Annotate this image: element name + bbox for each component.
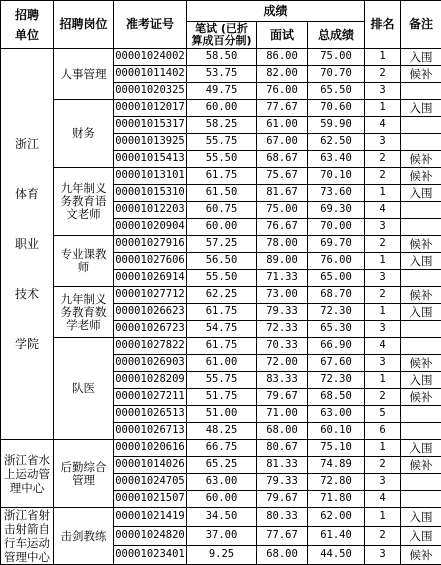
interview-score-cell: 70.33 <box>257 338 308 355</box>
note-cell <box>401 134 441 151</box>
written-score-cell: 61.50 <box>187 185 257 202</box>
col-header-interview: 面试 <box>257 22 308 49</box>
rank-cell: 1 <box>365 100 401 117</box>
note-cell: 入围 <box>401 49 441 66</box>
exam-no-cell: 00001014026 <box>114 457 187 474</box>
exam-no-cell: 00001026513 <box>114 406 187 423</box>
exam-no-cell: 00001020325 <box>114 83 187 100</box>
total-score-cell: 69.70 <box>308 236 365 253</box>
exam-no-cell: 00001023401 <box>114 546 187 565</box>
interview-score-cell: 75.67 <box>257 168 308 185</box>
exam-no-cell: 00001028209 <box>114 372 187 389</box>
written-score-cell: 55.75 <box>187 134 257 151</box>
exam-no-cell: 00001012203 <box>114 202 187 219</box>
unit-cell: 浙江 体育 职业 技术 学院 <box>1 49 54 440</box>
written-score-cell: 61.00 <box>187 355 257 372</box>
written-score-cell: 9.25 <box>187 546 257 565</box>
rank-cell: 3 <box>365 134 401 151</box>
interview-score-cell: 68.00 <box>257 423 308 440</box>
written-score-cell: 60.75 <box>187 202 257 219</box>
post-cell: 队医 <box>54 338 114 440</box>
interview-score-cell: 61.00 <box>257 117 308 134</box>
total-score-cell: 72.30 <box>308 372 365 389</box>
note-cell <box>401 117 441 134</box>
written-score-cell: 63.00 <box>187 474 257 491</box>
rank-cell: 2 <box>365 287 401 304</box>
written-score-cell: 66.75 <box>187 440 257 457</box>
exam-no-cell: 00001020904 <box>114 219 187 236</box>
written-score-cell: 53.75 <box>187 66 257 83</box>
exam-no-cell: 00001027606 <box>114 253 187 270</box>
written-score-cell: 60.00 <box>187 100 257 117</box>
written-score-cell: 60.00 <box>187 491 257 508</box>
col-header-written: 笔试 (已折 算成百分制) <box>187 22 257 49</box>
total-score-cell: 63.00 <box>308 406 365 423</box>
note-cell: 候补 <box>401 355 441 372</box>
rank-cell: 2 <box>365 236 401 253</box>
total-score-cell: 68.70 <box>308 287 365 304</box>
interview-score-cell: 67.00 <box>257 134 308 151</box>
written-score-cell: 48.25 <box>187 423 257 440</box>
col-header-post: 招聘岗位 <box>54 1 114 49</box>
note-cell: 候补 <box>401 287 441 304</box>
total-score-cell: 65.00 <box>308 270 365 287</box>
table-body <box>1 49 441 565</box>
note-cell <box>401 423 441 440</box>
note-cell <box>401 202 441 219</box>
rank-cell: 3 <box>365 546 401 565</box>
rank-cell: 1 <box>365 185 401 202</box>
interview-score-cell: 81.67 <box>257 185 308 202</box>
table-row <box>1 100 441 117</box>
interview-score-cell: 82.00 <box>257 66 308 83</box>
rank-cell: 3 <box>365 474 401 491</box>
total-score-cell: 66.90 <box>308 338 365 355</box>
post-cell: 财务 <box>54 100 114 168</box>
rank-cell: 4 <box>365 202 401 219</box>
total-score-cell: 72.80 <box>308 474 365 491</box>
total-score-cell: 71.80 <box>308 491 365 508</box>
exam-no-cell: 00001015317 <box>114 117 187 134</box>
exam-no-cell: 00001024705 <box>114 474 187 491</box>
total-score-cell: 75.00 <box>308 49 365 66</box>
written-score-cell: 61.75 <box>187 338 257 355</box>
interview-score-cell: 73.00 <box>257 287 308 304</box>
col-header-exam-no: 准考证号 <box>114 1 187 49</box>
rank-cell: 1 <box>365 304 401 321</box>
exam-no-cell: 00001026623 <box>114 304 187 321</box>
rank-cell: 6 <box>365 423 401 440</box>
rank-cell: 1 <box>365 253 401 270</box>
interview-score-cell: 81.33 <box>257 457 308 474</box>
total-score-cell: 61.40 <box>308 527 365 546</box>
exam-no-cell: 00001021507 <box>114 491 187 508</box>
note-cell <box>401 270 441 287</box>
interview-score-cell: 78.00 <box>257 236 308 253</box>
col-header-note: 备注 <box>401 1 441 49</box>
unit-cell: 浙江省水 上运动管 理中心 <box>1 440 54 508</box>
interview-score-cell: 71.00 <box>257 406 308 423</box>
interview-score-cell: 77.67 <box>257 527 308 546</box>
col-header-unit: 招聘 单位 <box>1 1 54 49</box>
rank-cell: 4 <box>365 338 401 355</box>
exam-no-cell: 00001024820 <box>114 527 187 546</box>
rank-cell: 1 <box>365 508 401 527</box>
exam-no-cell: 00001027916 <box>114 236 187 253</box>
written-score-cell: 49.75 <box>187 83 257 100</box>
total-score-cell: 70.00 <box>308 219 365 236</box>
rank-cell: 2 <box>365 389 401 406</box>
note-cell: 入围 <box>401 304 441 321</box>
post-cell: 九年制义 务教育语 文老师 <box>54 168 114 236</box>
rank-cell: 3 <box>365 219 401 236</box>
interview-score-cell: 79.33 <box>257 304 308 321</box>
written-score-cell: 37.00 <box>187 527 257 546</box>
exam-no-cell: 00001011402 <box>114 66 187 83</box>
total-score-cell: 74.89 <box>308 457 365 474</box>
table-row <box>1 168 441 185</box>
exam-no-cell: 00001026914 <box>114 270 187 287</box>
interview-score-cell: 80.33 <box>257 508 308 527</box>
note-cell <box>401 474 441 491</box>
exam-no-cell: 00001027822 <box>114 338 187 355</box>
note-cell: 候补 <box>401 389 441 406</box>
written-score-cell: 55.75 <box>187 372 257 389</box>
written-score-cell: 60.00 <box>187 219 257 236</box>
written-score-cell: 51.00 <box>187 406 257 423</box>
written-score-cell: 57.25 <box>187 236 257 253</box>
interview-score-cell: 86.00 <box>257 49 308 66</box>
written-score-cell: 55.50 <box>187 270 257 287</box>
written-score-cell: 61.75 <box>187 304 257 321</box>
rank-cell: 4 <box>365 491 401 508</box>
exam-no-cell: 00001026903 <box>114 355 187 372</box>
total-score-cell: 70.70 <box>308 66 365 83</box>
total-score-cell: 70.60 <box>308 100 365 117</box>
total-score-cell: 65.50 <box>308 83 365 100</box>
rank-cell: 5 <box>365 406 401 423</box>
interview-score-cell: 76.67 <box>257 219 308 236</box>
col-header-rank: 排名 <box>365 1 401 49</box>
rank-cell: 3 <box>365 321 401 338</box>
exam-no-cell: 00001026723 <box>114 321 187 338</box>
rank-cell: 1 <box>365 440 401 457</box>
rank-cell: 1 <box>365 49 401 66</box>
total-score-cell: 75.10 <box>308 440 365 457</box>
written-score-cell: 55.50 <box>187 151 257 168</box>
note-cell <box>401 83 441 100</box>
note-cell <box>401 406 441 423</box>
interview-score-cell: 68.00 <box>257 546 308 565</box>
written-score-cell: 51.75 <box>187 389 257 406</box>
written-score-cell: 58.25 <box>187 117 257 134</box>
total-score-cell: 62.50 <box>308 134 365 151</box>
exam-no-cell: 00001013101 <box>114 168 187 185</box>
note-cell: 候补 <box>401 151 441 168</box>
rank-cell: 3 <box>365 83 401 100</box>
rank-cell: 2 <box>365 168 401 185</box>
rank-cell: 2 <box>365 151 401 168</box>
rank-cell: 4 <box>365 117 401 134</box>
exam-no-cell: 00001027211 <box>114 389 187 406</box>
interview-score-cell: 79.67 <box>257 389 308 406</box>
note-cell: 候补 <box>401 457 441 474</box>
rank-cell: 2 <box>365 457 401 474</box>
interview-score-cell: 68.67 <box>257 151 308 168</box>
exam-no-cell: 00001026713 <box>114 423 187 440</box>
note-cell: 候补 <box>401 168 441 185</box>
post-cell: 人事管理 <box>54 49 114 100</box>
rank-cell: 1 <box>365 372 401 389</box>
note-cell <box>401 219 441 236</box>
note-cell: 入围 <box>401 185 441 202</box>
interview-score-cell: 76.00 <box>257 83 308 100</box>
note-cell: 入围 <box>401 253 441 270</box>
interview-score-cell: 79.33 <box>257 474 308 491</box>
interview-score-cell: 77.67 <box>257 100 308 117</box>
rank-cell: 2 <box>365 66 401 83</box>
total-score-cell: 68.50 <box>308 389 365 406</box>
rank-cell: 2 <box>365 527 401 546</box>
exam-no-cell: 00001013925 <box>114 134 187 151</box>
interview-score-cell: 72.00 <box>257 355 308 372</box>
note-cell: 入围 <box>401 372 441 389</box>
table-row <box>1 338 441 355</box>
total-score-cell: 70.10 <box>308 168 365 185</box>
written-score-cell: 54.75 <box>187 321 257 338</box>
exam-no-cell: 00001024002 <box>114 49 187 66</box>
note-cell: 入围 <box>401 100 441 117</box>
exam-no-cell: 00001021419 <box>114 508 187 527</box>
table-row <box>1 287 441 304</box>
post-cell: 九年制义 务教育数 学老师 <box>54 287 114 338</box>
note-cell <box>401 321 441 338</box>
total-score-cell: 73.60 <box>308 185 365 202</box>
exam-no-cell: 00001012017 <box>114 100 187 117</box>
total-score-cell: 76.00 <box>308 253 365 270</box>
written-score-cell: 61.75 <box>187 168 257 185</box>
interview-score-cell: 83.33 <box>257 372 308 389</box>
exam-no-cell: 00001020616 <box>114 440 187 457</box>
table-row <box>1 508 441 527</box>
total-score-cell: 44.50 <box>308 546 365 565</box>
written-score-cell: 56.50 <box>187 253 257 270</box>
total-score-cell: 67.60 <box>308 355 365 372</box>
exam-no-cell: 00001027712 <box>114 287 187 304</box>
total-score-cell: 62.00 <box>308 508 365 527</box>
note-cell: 候补 <box>401 66 441 83</box>
interview-score-cell: 80.67 <box>257 440 308 457</box>
exam-no-cell: 00001015310 <box>114 185 187 202</box>
total-score-cell: 72.30 <box>308 304 365 321</box>
note-cell: 候补 <box>401 546 441 565</box>
interview-score-cell: 75.00 <box>257 202 308 219</box>
interview-score-cell: 71.33 <box>257 270 308 287</box>
written-score-cell: 34.50 <box>187 508 257 527</box>
note-cell: 入围 <box>401 527 441 546</box>
post-cell: 专业课教 师 <box>54 236 114 287</box>
note-cell <box>401 491 441 508</box>
col-header-total: 总成绩 <box>308 22 365 49</box>
written-score-cell: 62.25 <box>187 287 257 304</box>
post-cell: 击剑教练 <box>54 508 114 565</box>
note-cell: 入围 <box>401 440 441 457</box>
written-score-cell: 65.25 <box>187 457 257 474</box>
total-score-cell: 65.30 <box>308 321 365 338</box>
total-score-cell: 63.40 <box>308 151 365 168</box>
table-row <box>1 440 441 457</box>
note-cell <box>401 338 441 355</box>
interview-score-cell: 79.67 <box>257 491 308 508</box>
note-cell: 候补 <box>401 236 441 253</box>
col-header-score: 成绩 <box>187 1 365 22</box>
rank-cell: 3 <box>365 355 401 372</box>
exam-no-cell: 00001015413 <box>114 151 187 168</box>
total-score-cell: 59.90 <box>308 117 365 134</box>
written-score-cell: 58.50 <box>187 49 257 66</box>
table-row <box>1 236 441 253</box>
note-cell: 入围 <box>401 508 441 527</box>
interview-score-cell: 72.33 <box>257 321 308 338</box>
post-cell: 后勤综合 管理 <box>54 440 114 508</box>
interview-score-cell: 89.00 <box>257 253 308 270</box>
total-score-cell: 69.30 <box>308 202 365 219</box>
unit-cell: 浙江省射 击射箭自 行车运动 管理中心 <box>1 508 54 565</box>
table-row <box>1 49 441 66</box>
total-score-cell: 60.10 <box>308 423 365 440</box>
rank-cell: 3 <box>365 270 401 287</box>
